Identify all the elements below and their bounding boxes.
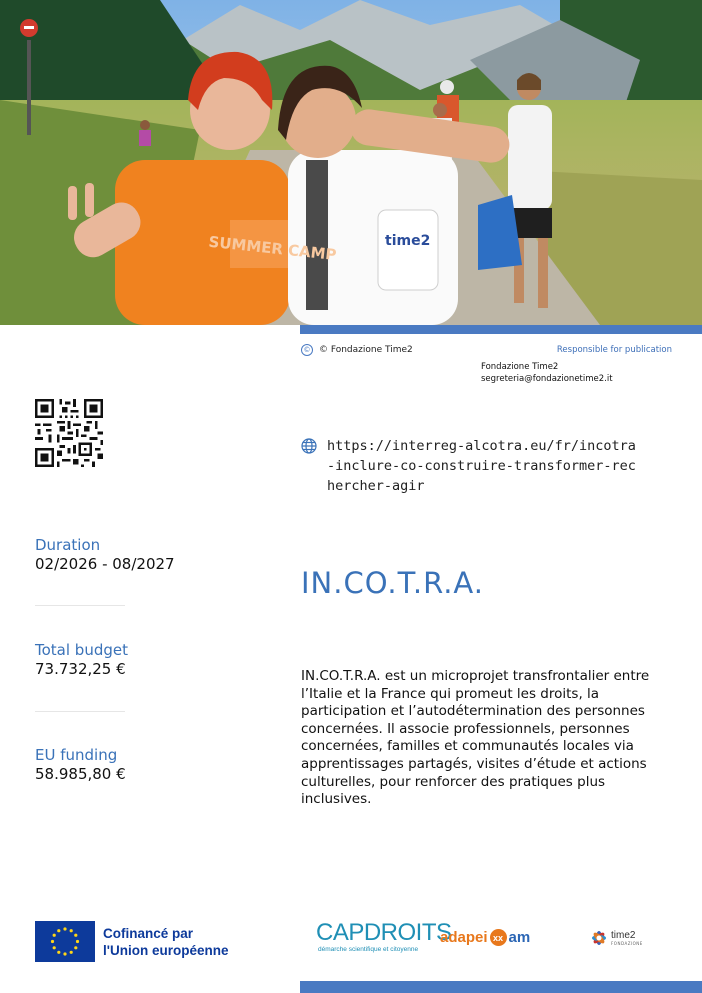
time2-wordmark: time2 bbox=[611, 929, 636, 941]
capdroits-tagline: démarche scientifique et citoyenne bbox=[318, 946, 419, 953]
adapei-xx-mark: xx bbox=[490, 929, 507, 946]
publisher-name: Fondazione Time2 bbox=[481, 362, 559, 372]
time2-flower-icon bbox=[590, 929, 608, 947]
project-url-link[interactable]: https://interreg-alcotra.eu/fr/incotra-inclure-co-construire-transformer-rechercher-agir bbox=[327, 438, 636, 494]
photo-credit-text: © Fondazione Time2 bbox=[319, 345, 413, 355]
stat-label: Total budget bbox=[35, 641, 128, 659]
shirt-print: SUMMER CAMP bbox=[207, 232, 338, 265]
adapei-word: adapei bbox=[440, 929, 488, 946]
eu-line-1: Cofinancé par bbox=[103, 926, 194, 941]
eu-flag-icon bbox=[35, 921, 95, 962]
stat-value: 02/2026 - 08/2027 bbox=[35, 555, 175, 573]
badge-print: time2 bbox=[385, 233, 431, 249]
bottom-accent-bar bbox=[300, 981, 702, 993]
publisher-email: segreteria@fondazionetime2.it bbox=[481, 374, 613, 384]
capdroits-logo bbox=[316, 919, 452, 960]
adapei-am: am bbox=[508, 929, 531, 946]
stat-duration bbox=[35, 536, 175, 574]
publisher-block bbox=[481, 361, 613, 385]
hero-photo bbox=[0, 0, 702, 325]
stat-value: 58.985,80 € bbox=[35, 765, 126, 783]
stat-label: EU funding bbox=[35, 746, 118, 764]
stat-total-budget bbox=[35, 641, 128, 679]
capdroits-wordmark: CAPDROITS bbox=[316, 919, 452, 946]
project-title: IN.CO.T.R.A. bbox=[301, 566, 484, 600]
time2-logo bbox=[590, 929, 643, 947]
time2-sub: FONDAZIONE bbox=[611, 940, 643, 946]
responsible-label: Responsible for publication bbox=[556, 345, 672, 355]
stat-divider bbox=[35, 605, 125, 606]
top-accent-bar bbox=[300, 325, 702, 334]
eu-cofunding-text bbox=[103, 925, 228, 959]
stat-label: Duration bbox=[35, 536, 101, 554]
eu-line-2: l'Union européenne bbox=[103, 943, 229, 958]
globe-icon bbox=[301, 438, 317, 454]
adapei-logo bbox=[440, 929, 530, 946]
stat-divider bbox=[35, 711, 125, 712]
photo-credit bbox=[301, 344, 413, 356]
project-link-row bbox=[301, 436, 641, 496]
qr-code-icon[interactable] bbox=[35, 399, 103, 467]
project-description: IN.CO.T.R.A. est un microprojet transfrontalier entre l’Italie et la France qui promeut les droits, la participation et l’autodétermination des personnes concernées. Il associe professionnels, personnes concernées, familles et communautés locales via apprentissages partagés, visites d’étude et actions culturelles, pour renforcer des pratiques plus inclusives. bbox=[301, 668, 650, 808]
stat-value: 73.732,25 € bbox=[35, 660, 126, 678]
copyright-icon: © bbox=[301, 344, 313, 356]
stat-eu-funding bbox=[35, 746, 126, 784]
